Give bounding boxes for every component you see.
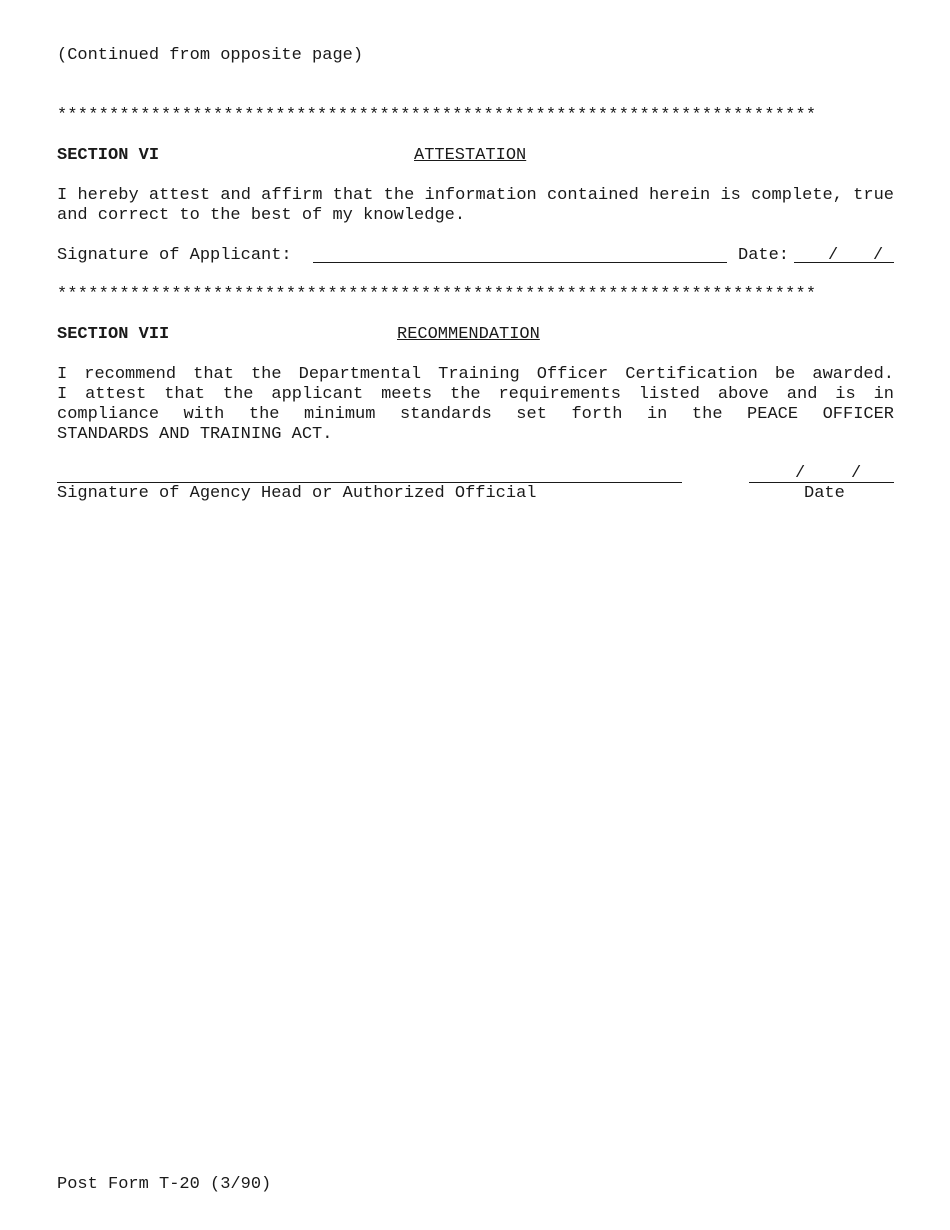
agency-signature-line[interactable]: [57, 482, 682, 483]
section-vii-number: SECTION VII: [57, 325, 170, 344]
agency-date-line[interactable]: [749, 482, 894, 483]
date-slash: /: [795, 464, 806, 483]
applicant-signature-label: Signature of Applicant:: [57, 246, 292, 265]
recommendation-line: STANDARDS AND TRAINING ACT.: [57, 425, 333, 444]
applicant-signature-line[interactable]: [313, 262, 727, 263]
recommendation-line: I attest that the applicant meets the requirements listed above and is in: [57, 385, 894, 404]
attestation-text: I hereby attest and affirm that the information contained herein is complete, true and correct to the best of my knowledge.: [57, 186, 894, 225]
continued-note: (Continued from opposite page): [57, 46, 364, 65]
separator-stars: *************************************************************************: [57, 285, 817, 304]
date-slash: /: [828, 246, 839, 265]
section-vi-number: SECTION VI: [57, 146, 160, 165]
recommendation-text: [57, 365, 894, 445]
form-footer-id: Post Form T-20 (3/90): [57, 1175, 272, 1194]
date-slash: /: [851, 464, 862, 483]
section-vii-title: RECOMMENDATION: [397, 325, 540, 344]
section-vi-title: ATTESTATION: [414, 146, 527, 165]
applicant-date-label: Date:: [738, 246, 790, 265]
separator-stars: *************************************************************************: [57, 106, 817, 125]
date-slash: /: [873, 246, 884, 265]
recommendation-line: compliance with the minimum standards set forth in the PEACE OFFICER: [57, 405, 894, 424]
recommendation-line: I recommend that the Departmental Training Officer Certification be awarded.: [57, 365, 894, 384]
agency-date-label: Date: [804, 484, 845, 503]
agency-signature-label: Signature of Agency Head or Authorized Official: [57, 484, 537, 503]
